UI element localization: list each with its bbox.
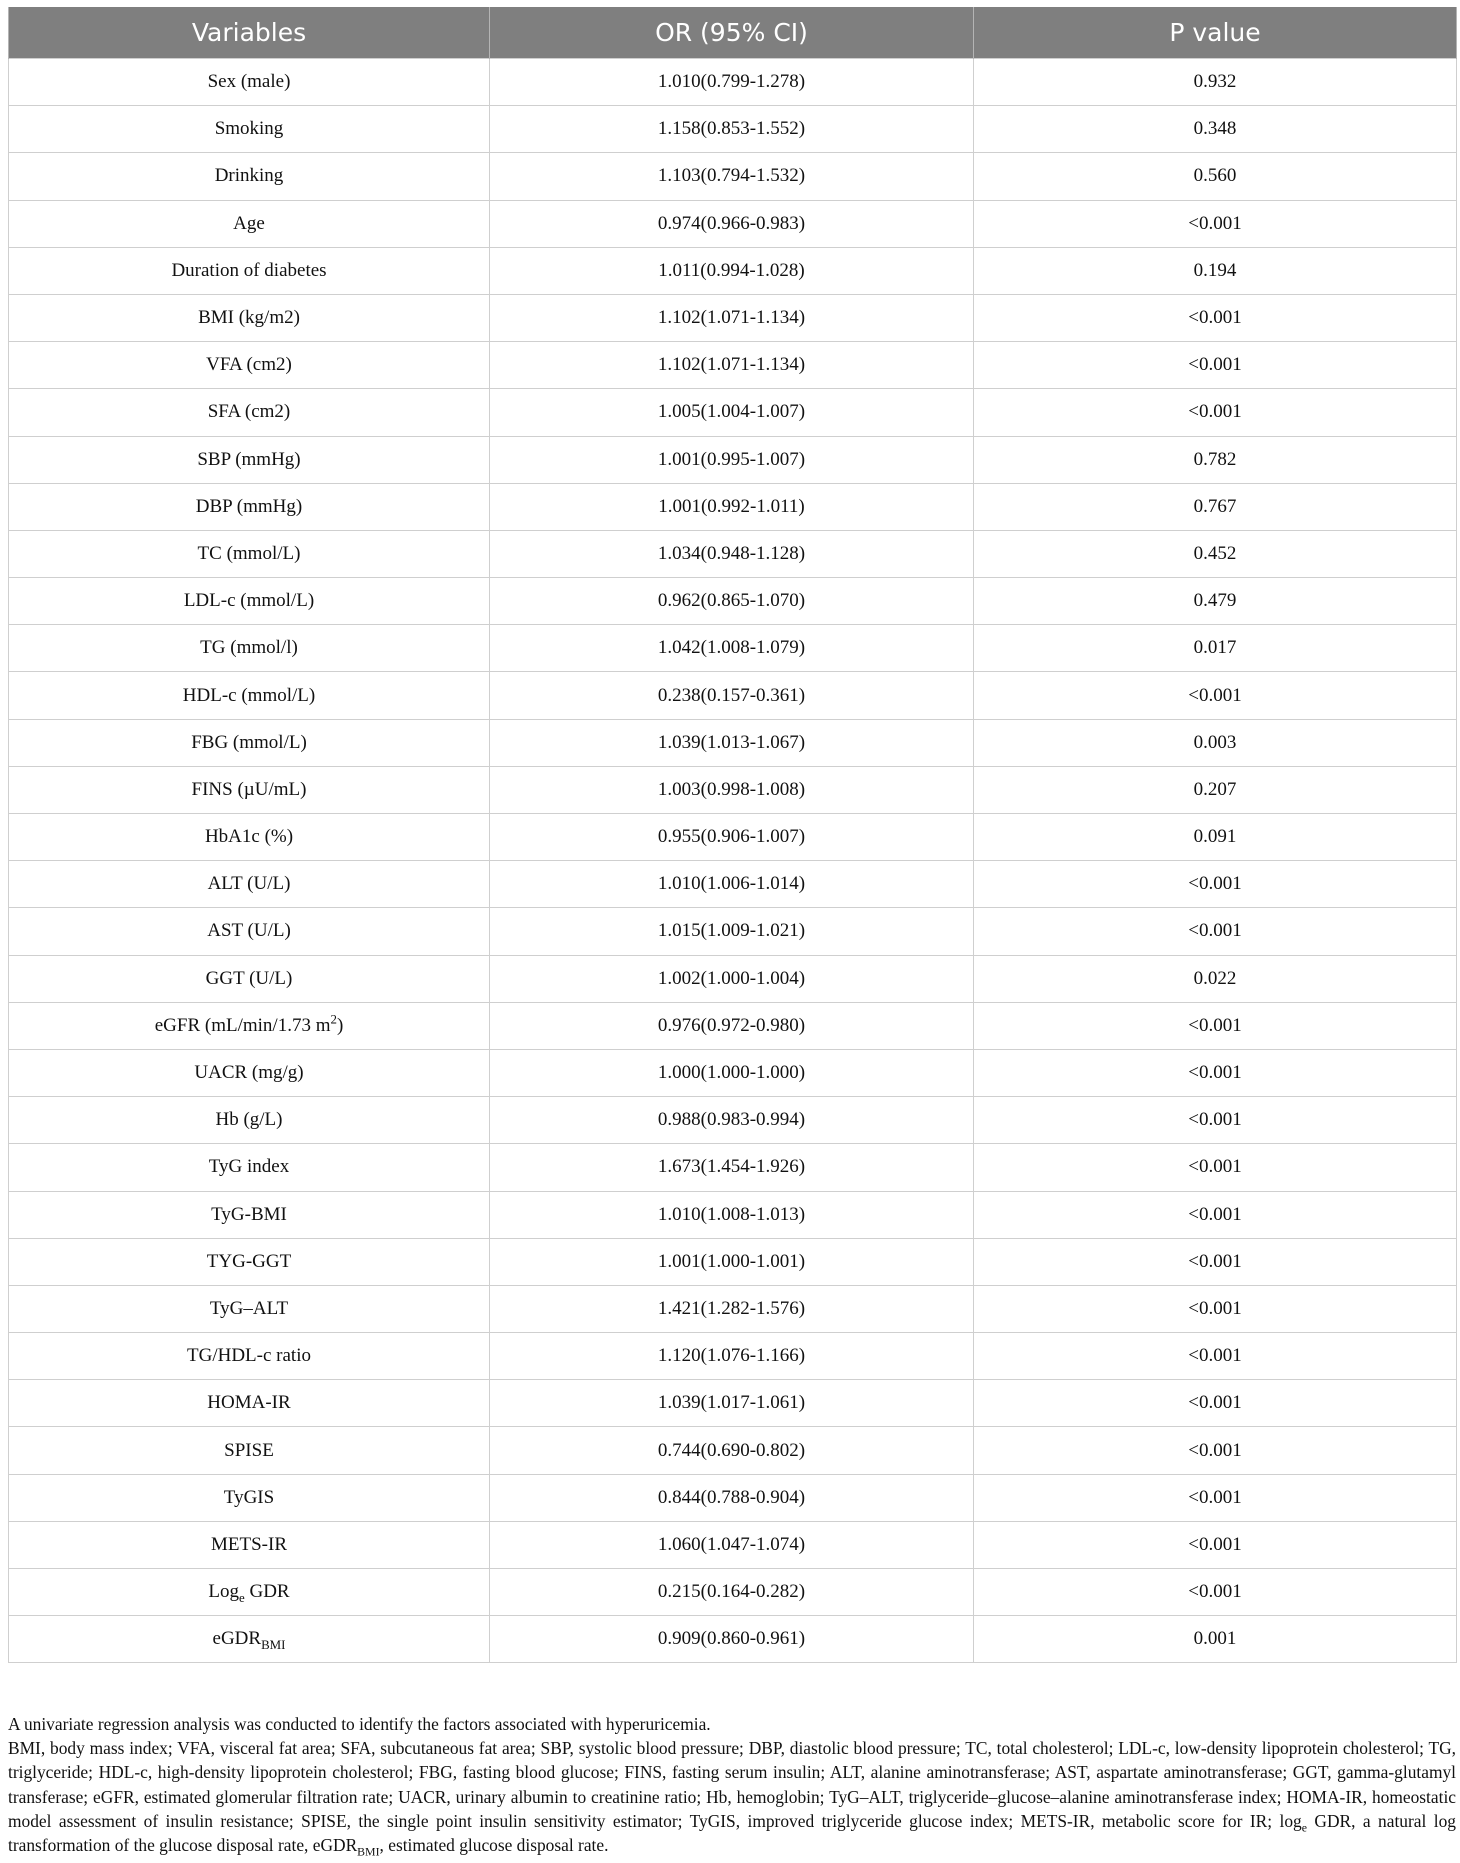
cell-or-ci: 0.844(0.788-0.904) xyxy=(490,1474,974,1521)
header-or-ci: OR (95% CI) xyxy=(490,7,974,59)
table-row xyxy=(9,1474,1457,1521)
cell-variable: FBG (mmol/L) xyxy=(9,719,490,766)
table-row xyxy=(9,294,1457,341)
cell-or-ci: 1.005(1.004-1.007) xyxy=(490,389,974,436)
cell-variable: SFA (cm2) xyxy=(9,389,490,436)
cell-or-ci: 1.102(1.071-1.134) xyxy=(490,294,974,341)
table-row xyxy=(9,625,1457,672)
cell-or-ci: 0.976(0.972-0.980) xyxy=(490,1002,974,1049)
cell-variable: Duration of diabetes xyxy=(9,247,490,294)
cell-or-ci: 1.002(1.000-1.004) xyxy=(490,955,974,1002)
cell-p-value: 0.017 xyxy=(974,625,1457,672)
table-header xyxy=(9,7,1457,59)
cell-variable: eGDR$_{BMI}$ xyxy=(9,1616,490,1663)
table-row xyxy=(9,483,1457,530)
cell-variable: DBP (mmHg) xyxy=(9,483,490,530)
cell-or-ci: 1.039(1.013-1.067) xyxy=(490,719,974,766)
cell-variable: TC (mmol/L) xyxy=(9,530,490,577)
table-row xyxy=(9,1521,1457,1568)
cell-or-ci: 0.909(0.860-0.961) xyxy=(490,1616,974,1663)
table-row xyxy=(9,766,1457,813)
table-row xyxy=(9,672,1457,719)
cell-p-value: <0.001 xyxy=(974,1002,1457,1049)
table-row xyxy=(9,955,1457,1002)
cell-p-value: <0.001 xyxy=(974,1144,1457,1191)
cell-p-value: 0.782 xyxy=(974,436,1457,483)
table-row xyxy=(9,814,1457,861)
cell-variable: AST (U/L) xyxy=(9,908,490,955)
cell-variable: TyG index xyxy=(9,1144,490,1191)
cell-p-value: <0.001 xyxy=(974,1285,1457,1332)
cell-p-value: 0.932 xyxy=(974,59,1457,106)
cell-or-ci: 1.011(0.994-1.028) xyxy=(490,247,974,294)
cell-variable: Log$_e$ GDR xyxy=(9,1569,490,1616)
cell-variable: TG/HDL-c ratio xyxy=(9,1333,490,1380)
cell-p-value: 0.479 xyxy=(974,578,1457,625)
cell-p-value: 0.452 xyxy=(974,530,1457,577)
table-row xyxy=(9,1569,1457,1616)
footnote-abbreviations xyxy=(8,1736,1456,1857)
cell-variable: TyGIS xyxy=(9,1474,490,1521)
cell-or-ci: 1.158(0.853-1.552) xyxy=(490,106,974,153)
abbrev-text-2: GDR, a natural log transformation of the glucose disposal rate, eGDR xyxy=(8,1810,1456,1856)
cell-variable: SBP (mmHg) xyxy=(9,436,490,483)
cell-or-ci: 0.988(0.983-0.994) xyxy=(490,1097,974,1144)
table-row xyxy=(9,153,1457,200)
cell-p-value: <0.001 xyxy=(974,672,1457,719)
table-row xyxy=(9,1144,1457,1191)
cell-variable: METS-IR xyxy=(9,1521,490,1568)
cell-variable: TyG–ALT xyxy=(9,1285,490,1332)
table-row xyxy=(9,530,1457,577)
cell-or-ci: 1.060(1.047-1.074) xyxy=(490,1521,974,1568)
cell-variable: ALT (U/L) xyxy=(9,861,490,908)
cell-p-value: <0.001 xyxy=(974,1380,1457,1427)
cell-or-ci: 1.003(0.998-1.008) xyxy=(490,766,974,813)
table-row xyxy=(9,247,1457,294)
cell-p-value: <0.001 xyxy=(974,1521,1457,1568)
cell-p-value: 0.022 xyxy=(974,955,1457,1002)
cell-variable: Smoking xyxy=(9,106,490,153)
table-row xyxy=(9,1427,1457,1474)
table-body xyxy=(9,59,1457,1663)
table-row xyxy=(9,719,1457,766)
cell-p-value: 0.560 xyxy=(974,153,1457,200)
cell-p-value: 0.207 xyxy=(974,766,1457,813)
cell-p-value: <0.001 xyxy=(974,294,1457,341)
abbrev-text-3: , estimated glucose disposal rate. xyxy=(379,1835,609,1856)
cell-or-ci: 0.238(0.157-0.361) xyxy=(490,672,974,719)
cell-or-ci: 1.000(1.000-1.000) xyxy=(490,1049,974,1096)
cell-or-ci: 1.015(1.009-1.021) xyxy=(490,908,974,955)
cell-variable: eGFR (mL/min/1.73 $m^2$) xyxy=(9,1002,490,1049)
cell-variable: HbA1c (%) xyxy=(9,814,490,861)
cell-variable: HOMA-IR xyxy=(9,1380,490,1427)
cell-or-ci: 1.010(1.006-1.014) xyxy=(490,861,974,908)
header-variables: Variables xyxy=(9,7,490,59)
table-row xyxy=(9,106,1457,153)
cell-variable: HDL-c (mmol/L) xyxy=(9,672,490,719)
cell-variable: FINS (µU/mL) xyxy=(9,766,490,813)
cell-or-ci: 0.962(0.865-1.070) xyxy=(490,578,974,625)
cell-variable: GGT (U/L) xyxy=(9,955,490,1002)
cell-p-value: <0.001 xyxy=(974,908,1457,955)
cell-p-value: <0.001 xyxy=(974,1474,1457,1521)
cell-or-ci: 1.010(1.008-1.013) xyxy=(490,1191,974,1238)
table-row xyxy=(9,342,1457,389)
table-row xyxy=(9,1002,1457,1049)
cell-or-ci: 1.039(1.017-1.061) xyxy=(490,1380,974,1427)
cell-p-value: <0.001 xyxy=(974,389,1457,436)
table-row xyxy=(9,1380,1457,1427)
cell-variable: TG (mmol/l) xyxy=(9,625,490,672)
cell-p-value: 0.001 xyxy=(974,1616,1457,1663)
cell-p-value: <0.001 xyxy=(974,342,1457,389)
cell-p-value: <0.001 xyxy=(974,1333,1457,1380)
cell-or-ci: 1.042(1.008-1.079) xyxy=(490,625,974,672)
table-row xyxy=(9,200,1457,247)
cell-or-ci: 1.673(1.454-1.926) xyxy=(490,1144,974,1191)
cell-or-ci: 0.744(0.690-0.802) xyxy=(490,1427,974,1474)
cell-p-value: <0.001 xyxy=(974,200,1457,247)
cell-variable: Hb (g/L) xyxy=(9,1097,490,1144)
cell-p-value: <0.001 xyxy=(974,1049,1457,1096)
cell-p-value: 0.003 xyxy=(974,719,1457,766)
cell-variable: TyG-BMI xyxy=(9,1191,490,1238)
header-p-value: P value xyxy=(974,7,1457,59)
cell-or-ci: 0.215(0.164-0.282) xyxy=(490,1569,974,1616)
cell-variable: UACR (mg/g) xyxy=(9,1049,490,1096)
cell-variable: Age xyxy=(9,200,490,247)
cell-or-ci: 1.010(0.799-1.278) xyxy=(490,59,974,106)
cell-variable: LDL-c (mmol/L) xyxy=(9,578,490,625)
cell-p-value: <0.001 xyxy=(974,1191,1457,1238)
abbrev-text-1: BMI, body mass index; VFA, visceral fat area; SFA, subcutaneous fat area; SBP, systolic blood pressure; DBP, diastolic blood pressure; TC, total cholesterol; LDL-c, low-density lipoprotein cholesterol; TG, triglyceride; HDL-c, high-density lipoprotein cholesterol; FBG, fasting blood glucose; FINS, fasting serum insulin; ALT, alanine aminotransferase; AST, aspartate aminotransferase; GGT, gamma-glutamyl transferase; eGFR, estimated glomerular filtration rate; UACR, urinary albumin to creatinine ratio; Hb, hemoglobin; TyG–ALT, triglyceride–glucose–alanine aminotransferase index; HOMA-IR, homeostatic model assessment of insulin resistance; SPISE, the single point insulin sensitivity estimator; TyGIS, improved triglyceride glucose index; METS-IR, metabolic score for IR; log xyxy=(8,1738,1456,1831)
table-row xyxy=(9,1191,1457,1238)
table-row xyxy=(9,1049,1457,1096)
cell-p-value: 0.091 xyxy=(974,814,1457,861)
table-footnote xyxy=(8,1712,1456,1857)
cell-variable: VFA (cm2) xyxy=(9,342,490,389)
cell-or-ci: 1.120(1.076-1.166) xyxy=(490,1333,974,1380)
table-row xyxy=(9,1285,1457,1332)
regression-table xyxy=(8,7,1457,1663)
table-row xyxy=(9,1333,1457,1380)
cell-p-value: 0.194 xyxy=(974,247,1457,294)
cell-or-ci: 1.421(1.282-1.576) xyxy=(490,1285,974,1332)
table-row xyxy=(9,1616,1457,1663)
table-row xyxy=(9,1097,1457,1144)
regression-table-container xyxy=(8,7,1456,1663)
table-row xyxy=(9,908,1457,955)
abbrev-sub-1: e xyxy=(1301,1820,1307,1835)
cell-or-ci: 1.034(0.948-1.128) xyxy=(490,530,974,577)
cell-or-ci: 1.103(0.794-1.532) xyxy=(490,153,974,200)
table-row xyxy=(9,861,1457,908)
cell-or-ci: 0.955(0.906-1.007) xyxy=(490,814,974,861)
cell-p-value: 0.348 xyxy=(974,106,1457,153)
table-row xyxy=(9,436,1457,483)
cell-p-value: <0.001 xyxy=(974,1569,1457,1616)
table-row xyxy=(9,59,1457,106)
cell-p-value: <0.001 xyxy=(974,1238,1457,1285)
cell-variable: SPISE xyxy=(9,1427,490,1474)
cell-variable: BMI (kg/m2) xyxy=(9,294,490,341)
cell-variable: Drinking xyxy=(9,153,490,200)
table-row xyxy=(9,1238,1457,1285)
table-row xyxy=(9,389,1457,436)
cell-p-value: <0.001 xyxy=(974,1097,1457,1144)
cell-or-ci: 0.974(0.966-0.983) xyxy=(490,200,974,247)
cell-p-value: <0.001 xyxy=(974,861,1457,908)
footnote-description: A univariate regression analysis was conducted to identify the factors associated with hyperuricemia. xyxy=(8,1714,711,1734)
cell-p-value: <0.001 xyxy=(974,1427,1457,1474)
cell-or-ci: 1.102(1.071-1.134) xyxy=(490,342,974,389)
table-row xyxy=(9,578,1457,625)
cell-p-value: 0.767 xyxy=(974,483,1457,530)
cell-variable: TYG-GGT xyxy=(9,1238,490,1285)
cell-or-ci: 1.001(0.992-1.011) xyxy=(490,483,974,530)
cell-or-ci: 1.001(0.995-1.007) xyxy=(490,436,974,483)
cell-variable: Sex (male) xyxy=(9,59,490,106)
abbrev-sub-2: BMI xyxy=(357,1844,380,1859)
cell-or-ci: 1.001(1.000-1.001) xyxy=(490,1238,974,1285)
